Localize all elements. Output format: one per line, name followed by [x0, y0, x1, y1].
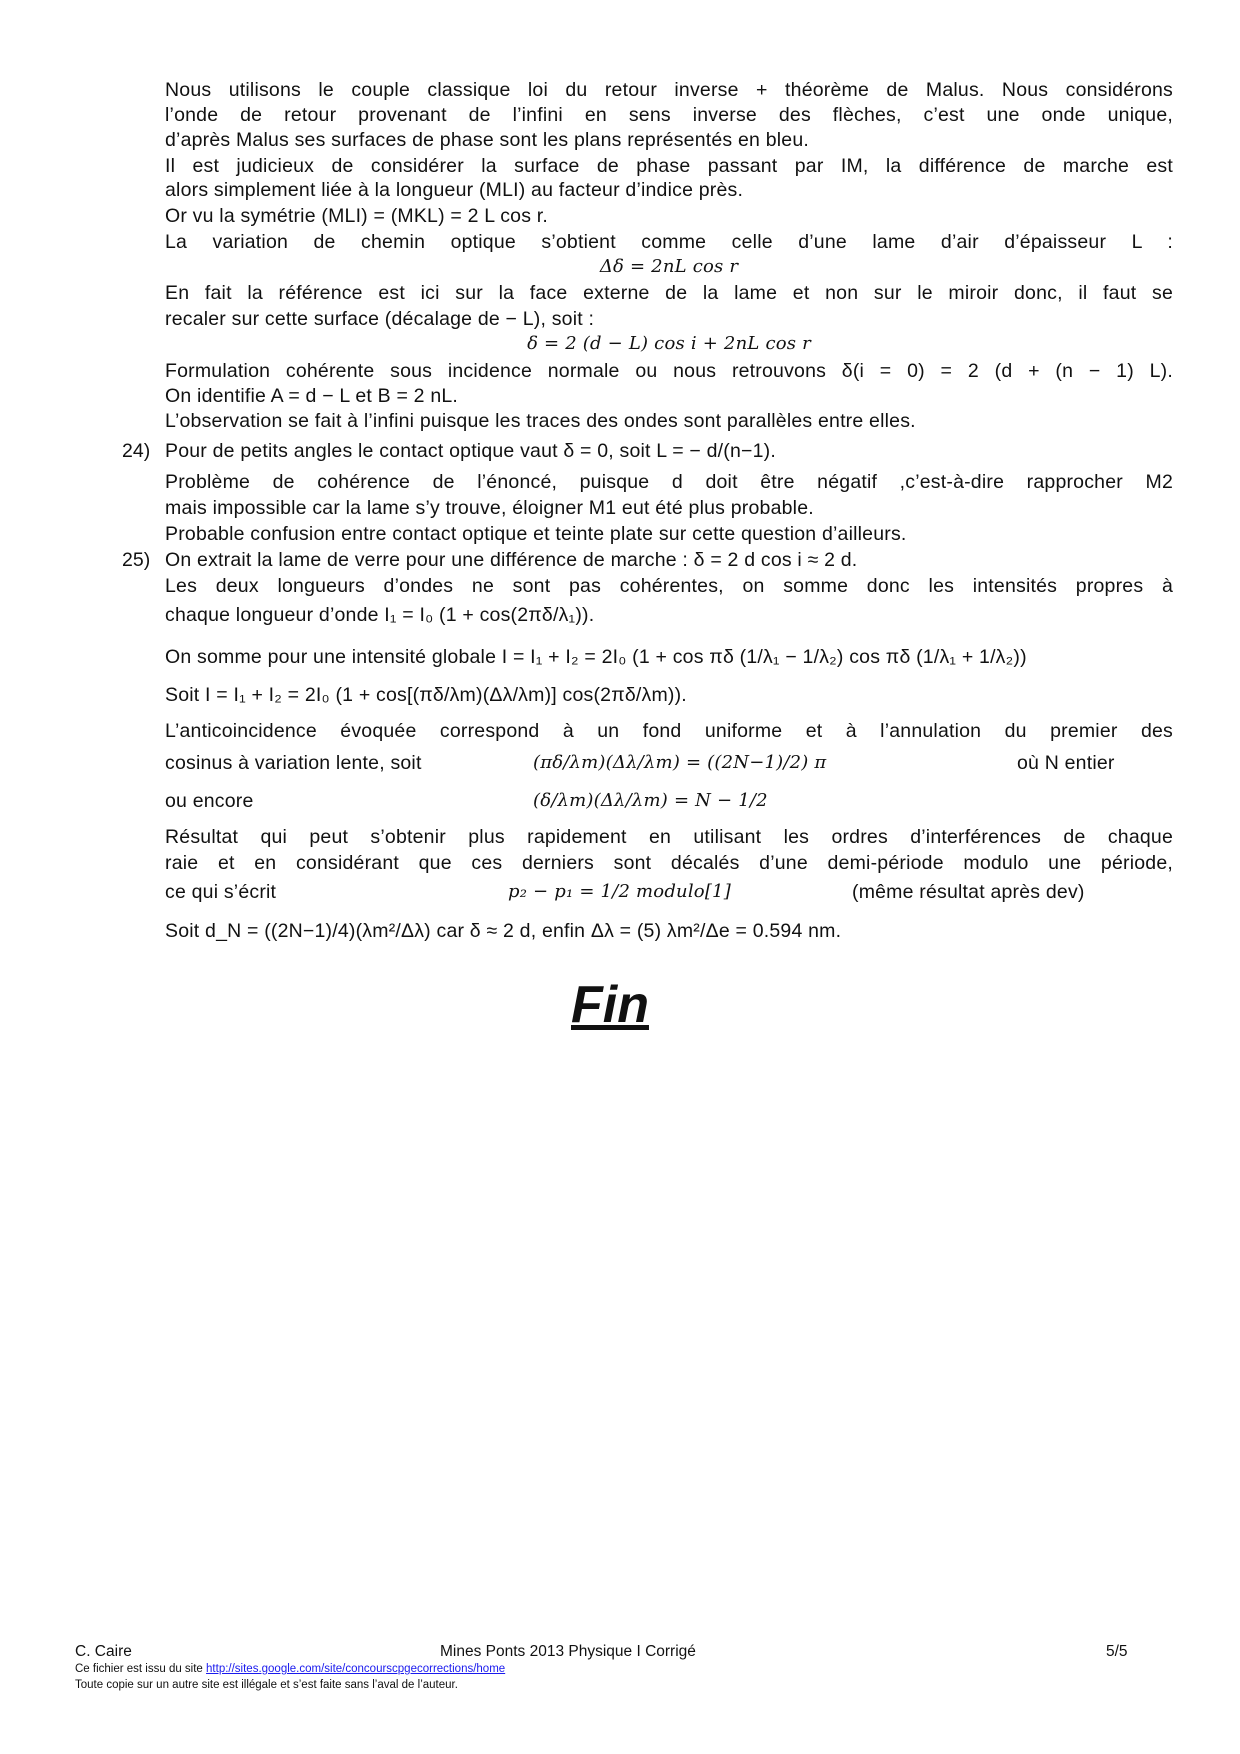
text-line: L’anticoincidence évoquée correspond à un fond uniforme et à l’annulation du premier des: [165, 720, 1173, 742]
text-line: On somme pour une intensité globale I = I₁ + I₂ = 2I₀ (1 + cos πδ (1/λ₁ − 1/λ₂) cos πδ (1/λ₁ + 1/λ₂)): [165, 646, 1027, 668]
text-line: ou encore: [165, 790, 254, 812]
text-line: L’observation se fait à l’infini puisque les traces des ondes sont parallèles entre elles.: [165, 410, 916, 432]
equation: (πδ/λm)(Δλ/λm) = ((2N−1)/2) π: [533, 752, 827, 773]
footer-title: Mines Ponts 2013 Physique I Corrigé: [440, 1643, 696, 1660]
equation: δ = 2 (d − L) cos i + 2nL cos r: [527, 333, 811, 354]
text-line: Or vu la symétrie (MLI) = (MKL) = 2 L cos r.: [165, 205, 549, 227]
footer-page-number: 5/5: [1106, 1643, 1128, 1660]
text-line: alors simplement liée à la longueur (MLI) au facteur d’indice près.: [165, 179, 744, 201]
equation: (δ/λm)(Δλ/λm) = N − 1/2: [533, 790, 768, 811]
text-line: On extrait la lame de verre pour une différence de marche : δ = 2 d cos i ≈ 2 d.: [165, 549, 858, 571]
text-line: La variation de chemin optique s’obtient comme celle d’une lame d’air d’épaisseur L :: [165, 231, 1173, 253]
text-line: Les deux longueurs d’ondes ne sont pas cohérentes, on somme donc les intensités propres à: [165, 575, 1173, 597]
text-line: Il est judicieux de considérer la surface de phase passant par IM, la différence de marche est: [165, 155, 1173, 177]
footer-source-link[interactable]: http://sites.google.com/site/concourscpgecorrections/home: [206, 1663, 506, 1675]
text-line: d’après Malus ses surfaces de phase sont les plans représentés en bleu.: [165, 129, 809, 151]
text-line: Résultat qui peut s’obtenir plus rapidement en utilisant les ordres d’interférences de chaque: [165, 826, 1173, 848]
text-line: ce qui s’écrit: [165, 881, 277, 903]
text-line: Probable confusion entre contact optique et teinte plate sur cette question d’ailleurs.: [165, 523, 907, 545]
question-number: 25): [122, 549, 151, 571]
footer-source: [75, 1663, 505, 1675]
text-line: Soit d_N = ((2N−1)/4)(λm²/Δλ) car δ ≈ 2 d, enfin Δλ = (5) λm²/Δe = 0.594 nm.: [165, 920, 842, 942]
text-line: Soit I = I₁ + I₂ = 2I₀ (1 + cos[(πδ/λm)(Δλ/λm)] cos(2πδ/λm)).: [165, 684, 687, 706]
text-line: raie et en considérant que ces derniers sont décalés d’une demi-période modulo une période,: [165, 852, 1173, 874]
text-line: chaque longueur d’onde I₁ = I₀ (1 + cos(2πδ/λ₁)).: [165, 604, 595, 626]
footer-author: C. Caire: [75, 1643, 132, 1660]
text-line: mais impossible car la lame s’y trouve, éloigner M1 eut été plus probable.: [165, 497, 814, 519]
equation: p₂ − p₁ = 1/2 modulo[1]: [508, 881, 731, 902]
text-line: cosinus à variation lente, soit: [165, 752, 422, 774]
text-line: (même résultat après dev): [852, 881, 1085, 903]
text-line: l’onde de retour provenant de l’infini en sens inverse des flèches, c’est une onde unique,: [165, 104, 1173, 126]
text-line: où N entier: [1017, 752, 1115, 774]
equation: Δδ = 2nL cos r: [599, 256, 739, 277]
text-line: recaler sur cette surface (décalage de − L), soit :: [165, 308, 595, 330]
text-line: Formulation cohérente sous incidence normale ou nous retrouvons δ(i = 0) = 2 (d + (n − 1) L).: [165, 360, 1173, 382]
text-line: Nous utilisons le couple classique loi du retour inverse + théorème de Malus. Nous considérons: [165, 79, 1173, 101]
question-number: 24): [122, 440, 151, 462]
text-line: En fait la référence est ici sur la face externe de la lame et non sur le miroir donc, il faut se: [165, 282, 1173, 304]
footer-source-prefix: Ce fichier est issu du site: [75, 1663, 207, 1675]
text-line: Pour de petits angles le contact optique vaut δ = 0, soit L = − d/(n−1).: [165, 440, 776, 462]
footer-notice: Toute copie sur un autre site est illégale et s’est faite sans l’aval de l’auteur.: [75, 1679, 458, 1691]
text-line: On identifie A = d − L et B = 2 nL.: [165, 385, 459, 407]
end-heading: Fin: [571, 976, 649, 1034]
text-line: Problème de cohérence de l’énoncé, puisque d doit être négatif ,c’est-à-dire rapprocher M2: [165, 471, 1173, 493]
